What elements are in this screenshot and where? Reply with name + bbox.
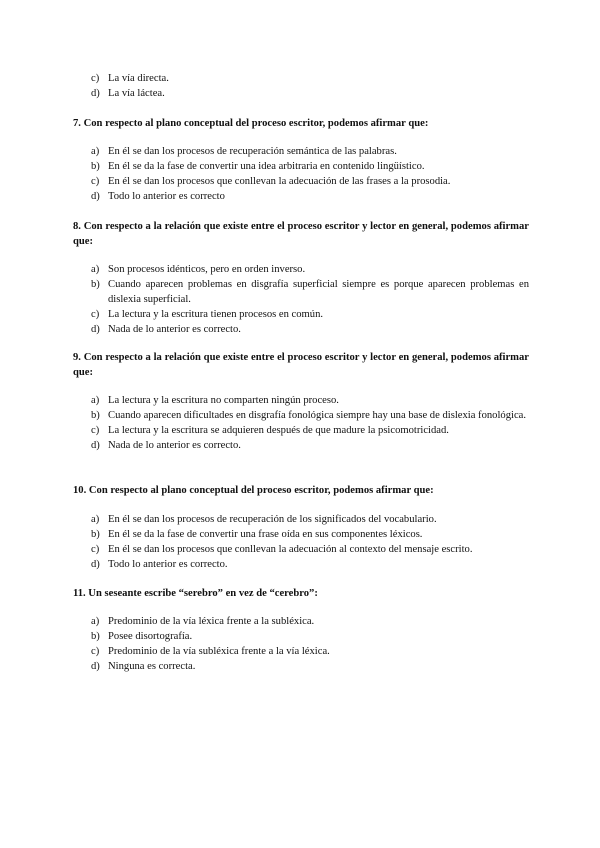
option-item: [73, 189, 529, 204]
option-item: [73, 557, 529, 572]
option-item: [73, 262, 529, 277]
option-text: La vía directa.: [108, 73, 169, 84]
option-item: [73, 393, 529, 408]
question-title: 11. Un seseante escribe “serebro” en vez de “cerebro”:: [73, 588, 318, 599]
option-letter: a): [91, 616, 100, 627]
option-letter: a): [91, 514, 100, 525]
option-text: Nada de lo anterior es correcto.: [108, 440, 241, 451]
option-letter: c): [91, 73, 100, 84]
option-text: La vía láctea.: [108, 88, 165, 99]
option-text: Cuando aparecen dificultades en disgrafía fonológica siempre hay una base de dislexia fonológica.: [108, 410, 527, 421]
question-10: [73, 483, 529, 498]
option-text: Nada de lo anterior es correcto.: [108, 324, 241, 335]
option-letter: a): [91, 264, 100, 275]
option-item: [73, 86, 529, 101]
question-title: 9. Con respecto a la relación que existe entre el proceso escritor y lector en general, podemos afirmar que:: [73, 352, 529, 378]
option-item: [73, 527, 529, 542]
option-text: En él se da la fase de convertir una frase oída en sus componentes léxicos.: [108, 529, 423, 540]
option-text: En él se dan los procesos de recuperación semántica de las palabras.: [108, 146, 397, 157]
option-item: [73, 423, 529, 438]
option-letter: b): [91, 410, 100, 421]
question-8-options: [73, 262, 529, 337]
option-text: Cuando aparecen problemas en disgrafía superficial siempre es porque aparecen problemas en dislexia superficial.: [108, 279, 529, 305]
option-item: [73, 322, 529, 337]
option-letter: d): [91, 324, 100, 335]
question-title: 7. Con respecto al plano conceptual del proceso escritor, podemos afirmar que:: [73, 118, 429, 129]
option-text: Todo lo anterior es correcto: [108, 191, 225, 202]
option-item: [73, 438, 529, 453]
question-10-options: [73, 512, 529, 572]
option-letter: b): [91, 631, 100, 642]
option-item: [73, 512, 529, 527]
option-item: [73, 644, 529, 659]
option-letter: c): [91, 176, 100, 187]
option-text: Posee disortografía.: [108, 631, 193, 642]
option-letter: d): [91, 440, 100, 451]
option-item: [73, 159, 529, 174]
option-text: En él se dan los procesos de recuperación de los significados del vocabulario.: [108, 514, 437, 525]
option-letter: b): [91, 161, 100, 172]
option-letter: c): [91, 646, 100, 657]
option-letter: c): [91, 544, 100, 555]
option-letter: c): [91, 425, 100, 436]
option-letter: d): [91, 88, 100, 99]
option-text: Ninguna es correcta.: [108, 661, 196, 672]
option-item: [73, 659, 529, 674]
option-item: [73, 542, 529, 557]
option-item: [73, 174, 529, 189]
option-item: [73, 614, 529, 629]
option-letter: b): [91, 279, 100, 290]
question-11: [73, 586, 529, 601]
option-letter: d): [91, 661, 100, 672]
option-item: [73, 144, 529, 159]
option-letter: a): [91, 395, 100, 406]
option-letter: d): [91, 191, 100, 202]
option-item: [73, 71, 529, 86]
option-letter: a): [91, 146, 100, 157]
question-7-options: [73, 144, 529, 204]
option-letter: d): [91, 559, 100, 570]
option-text: En él se da la fase de convertir una idea arbitraria en contenido lingüístico.: [108, 161, 425, 172]
option-text: En él se dan los procesos que conllevan la adecuación de las frases a la prosodia.: [108, 176, 451, 187]
option-item: [73, 408, 529, 423]
question-9: [73, 350, 529, 380]
continued-options: [73, 71, 529, 101]
question-9-options: [73, 393, 529, 453]
option-letter: b): [91, 529, 100, 540]
question-title: 8. Con respecto a la relación que existe entre el proceso escritor y lector en general, podemos afirmar que:: [73, 221, 529, 247]
option-text: La lectura y la escritura se adquieren después de que madure la psicomotricidad.: [108, 425, 449, 436]
option-item: [73, 629, 529, 644]
option-item: [73, 277, 529, 307]
option-item: [73, 307, 529, 322]
question-11-options: [73, 614, 529, 674]
option-text: Son procesos idénticos, pero en orden inverso.: [108, 264, 306, 275]
option-text: La lectura y la escritura tienen procesos en común.: [108, 309, 324, 320]
option-text: Predominio de la vía léxica frente a la subléxica.: [108, 616, 315, 627]
option-text: Todo lo anterior es correcto.: [108, 559, 228, 570]
question-title: 10. Con respecto al plano conceptual del proceso escritor, podemos afirmar que:: [73, 485, 434, 496]
option-text: Predominio de la vía subléxica frente a la vía léxica.: [108, 646, 330, 657]
option-text: La lectura y la escritura no comparten ningún proceso.: [108, 395, 339, 406]
option-letter: c): [91, 309, 100, 320]
question-8: [73, 219, 529, 249]
option-text: En él se dan los procesos que conllevan la adecuación al contexto del mensaje escrito.: [108, 544, 473, 555]
question-7: [73, 116, 529, 131]
